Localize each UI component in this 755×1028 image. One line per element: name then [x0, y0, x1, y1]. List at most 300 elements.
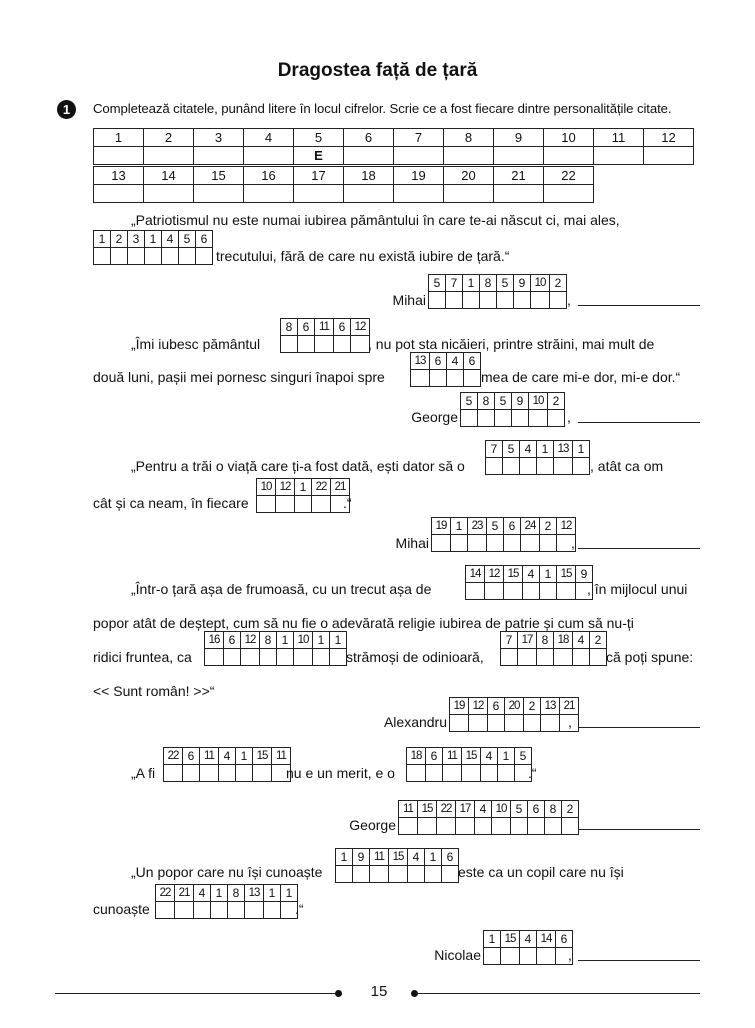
- letter-box[interactable]: [494, 409, 512, 427]
- code-number: 17: [517, 631, 537, 649]
- letter-box[interactable]: [497, 764, 515, 782]
- code-number: 5: [514, 747, 532, 765]
- letter-box[interactable]: [388, 865, 408, 883]
- key-letters-row-1: [94, 147, 694, 165]
- letter-box[interactable]: [496, 291, 514, 309]
- letter-box[interactable]: [210, 901, 228, 919]
- letter-box[interactable]: [500, 947, 520, 965]
- code-number: 2: [110, 230, 128, 248]
- letter-box[interactable]: [484, 582, 504, 600]
- key-number: 4: [244, 129, 294, 147]
- code-number: 12: [275, 478, 295, 496]
- letter-box[interactable]: [276, 648, 294, 666]
- letter-box[interactable]: [536, 457, 554, 475]
- letter-box[interactable]: [431, 534, 451, 552]
- quote-1-author-code[interactable]: [428, 274, 567, 309]
- letter-box[interactable]: [314, 335, 334, 353]
- code-number: 20: [504, 697, 524, 715]
- code-number: 6: [195, 230, 213, 248]
- quote-5-answer-line[interactable]: [578, 829, 700, 830]
- code-number: 9: [575, 565, 593, 583]
- code-number: 10: [293, 631, 313, 649]
- letter-box[interactable]: [333, 335, 351, 353]
- letter-box[interactable]: [504, 714, 524, 732]
- letter-box[interactable]: [244, 901, 264, 919]
- key-letter-cell[interactable]: [494, 147, 544, 165]
- letter-box[interactable]: [536, 648, 554, 666]
- letter-box[interactable]: [450, 534, 468, 552]
- key-number: 3: [194, 129, 244, 147]
- letter-box[interactable]: [479, 291, 497, 309]
- quote-5-code-word-1[interactable]: [163, 747, 291, 782]
- quote-3-code-word-1[interactable]: [485, 440, 590, 475]
- code-number: 18: [553, 631, 573, 649]
- key-number: 20: [444, 167, 494, 185]
- letter-box[interactable]: [465, 582, 485, 600]
- quote-1-text-cont: trecutului, fără de care nu există iubire de țară.“: [216, 248, 510, 264]
- code-number: 1: [424, 848, 442, 866]
- code-number: 16: [204, 631, 224, 649]
- letter-box[interactable]: [463, 369, 481, 387]
- page-number: 15: [370, 983, 388, 1000]
- code-number: 14: [465, 565, 485, 583]
- key-letter-cell[interactable]: [544, 185, 594, 203]
- letter-box[interactable]: [527, 817, 545, 835]
- code-number: 6: [429, 352, 447, 370]
- letter-box[interactable]: [311, 495, 331, 513]
- code-number: 1: [536, 440, 554, 458]
- key-number: 8: [444, 129, 494, 147]
- letter-box[interactable]: [503, 534, 521, 552]
- letter-box[interactable]: [144, 247, 162, 265]
- cipher-key-table-2: [93, 166, 594, 203]
- code-number: 8: [536, 631, 554, 649]
- code-number: 7: [485, 440, 503, 458]
- exercise-number-badge: 1: [57, 100, 76, 119]
- code-number: 22: [163, 747, 183, 765]
- letter-box[interactable]: [572, 648, 590, 666]
- letter-box[interactable]: [312, 648, 330, 666]
- key-letter-cell[interactable]: [544, 147, 594, 165]
- letter-box[interactable]: [446, 369, 464, 387]
- code-number: 5: [486, 517, 504, 535]
- letter-box[interactable]: [252, 764, 272, 782]
- code-number: 6: [503, 517, 521, 535]
- letter-box[interactable]: [474, 817, 492, 835]
- letter-box[interactable]: [539, 534, 557, 552]
- key-letter-cell[interactable]: [144, 185, 194, 203]
- key-letter-cell[interactable]: [194, 185, 244, 203]
- code-number: 21: [559, 697, 579, 715]
- letter-box[interactable]: [218, 764, 236, 782]
- code-number: 8: [227, 884, 245, 902]
- code-number: 5: [178, 230, 196, 248]
- letter-box[interactable]: [519, 457, 537, 475]
- code-number: 1: [235, 747, 253, 765]
- letter-box[interactable]: [556, 582, 576, 600]
- letter-box[interactable]: [519, 947, 537, 965]
- key-letter-cell[interactable]: [444, 147, 494, 165]
- letter-box[interactable]: [449, 714, 469, 732]
- code-number: 19: [431, 517, 451, 535]
- quote-6-text-end: .“: [295, 901, 304, 917]
- key-letter-cell[interactable]: [244, 147, 294, 165]
- letter-box[interactable]: [429, 369, 447, 387]
- letter-box[interactable]: [483, 947, 501, 965]
- code-number: 4: [161, 230, 179, 248]
- code-number: 8: [477, 392, 495, 410]
- letter-box[interactable]: [406, 764, 426, 782]
- letter-box[interactable]: [522, 582, 540, 600]
- code-number: 4: [519, 930, 537, 948]
- letter-box[interactable]: [161, 247, 179, 265]
- letter-box[interactable]: [329, 648, 347, 666]
- code-number: 21: [330, 478, 350, 496]
- letter-box[interactable]: [335, 865, 353, 883]
- letter-box[interactable]: [520, 534, 540, 552]
- quote-4-code-word-2[interactable]: [204, 631, 347, 666]
- letter-box[interactable]: [441, 865, 459, 883]
- code-number: 1: [144, 230, 162, 248]
- comma: ,: [571, 535, 575, 551]
- quote-2-code-word-2[interactable]: [410, 352, 481, 387]
- letter-box[interactable]: [510, 817, 528, 835]
- code-number: 1: [93, 230, 111, 248]
- letter-box[interactable]: [561, 817, 579, 835]
- footer-rule-left: [55, 993, 337, 994]
- code-number: 17: [455, 800, 475, 818]
- code-number: 9: [352, 848, 370, 866]
- key-number: 2: [144, 129, 194, 147]
- letter-box[interactable]: [163, 764, 183, 782]
- key-letter-cell[interactable]: [344, 185, 394, 203]
- code-number: 2: [523, 697, 541, 715]
- quote-3-author-code[interactable]: [431, 517, 576, 552]
- letter-box[interactable]: [178, 247, 196, 265]
- code-number: 6: [487, 697, 505, 715]
- code-number: 10: [491, 800, 511, 818]
- key-letter-cell[interactable]: E: [294, 147, 344, 165]
- quote-6-author-code[interactable]: [483, 930, 573, 965]
- letter-box[interactable]: [235, 764, 253, 782]
- key-number: 6: [344, 129, 394, 147]
- quote-4-code-word-1[interactable]: [465, 565, 593, 600]
- letter-box[interactable]: [536, 947, 556, 965]
- letter-box[interactable]: [240, 648, 260, 666]
- quote-4-author-code[interactable]: [449, 697, 579, 732]
- code-number: 1: [335, 848, 353, 866]
- letter-box[interactable]: [460, 409, 478, 427]
- code-number: 4: [572, 631, 590, 649]
- letter-box[interactable]: [442, 764, 462, 782]
- code-number: 2: [547, 392, 565, 410]
- quote-2-answer-line[interactable]: [578, 422, 700, 423]
- letter-box[interactable]: [294, 495, 312, 513]
- key-letter-cell[interactable]: [494, 185, 544, 203]
- quote-1-answer-line[interactable]: [578, 305, 700, 306]
- code-number: 4: [522, 565, 540, 583]
- letter-box[interactable]: [259, 648, 277, 666]
- key-number: 19: [394, 167, 444, 185]
- code-number: 8: [259, 631, 277, 649]
- code-number: 5: [460, 392, 478, 410]
- letter-box[interactable]: [127, 247, 145, 265]
- letter-box[interactable]: [352, 865, 370, 883]
- letter-box[interactable]: [445, 291, 463, 309]
- code-number: 6: [223, 631, 241, 649]
- code-number: 1: [312, 631, 330, 649]
- code-number: 1: [483, 930, 501, 948]
- letter-box[interactable]: [553, 648, 573, 666]
- letter-box[interactable]: [553, 457, 573, 475]
- code-number: 15: [500, 930, 520, 948]
- letter-box[interactable]: [517, 648, 537, 666]
- key-number: 11: [594, 129, 644, 147]
- code-number: 4: [519, 440, 537, 458]
- letter-box[interactable]: [491, 817, 511, 835]
- letter-box[interactable]: [195, 247, 213, 265]
- code-number: 14: [536, 930, 556, 948]
- page-title: Dragostea față de țară: [277, 60, 478, 81]
- key-number: 7: [394, 129, 444, 147]
- letter-box[interactable]: [174, 901, 194, 919]
- letter-box[interactable]: [539, 582, 557, 600]
- quote-5-text-end: .“: [528, 765, 537, 781]
- letter-box[interactable]: [223, 648, 241, 666]
- code-number: 1: [294, 478, 312, 496]
- letter-box[interactable]: [486, 534, 504, 552]
- letter-box[interactable]: [410, 369, 430, 387]
- letter-box[interactable]: [424, 865, 442, 883]
- letter-box[interactable]: [530, 291, 550, 309]
- key-letter-cell[interactable]: [594, 147, 644, 165]
- key-letter-cell[interactable]: [144, 147, 194, 165]
- letter-box[interactable]: [407, 865, 425, 883]
- key-number: 10: [544, 129, 594, 147]
- code-number: 11: [271, 747, 291, 765]
- quote-4-text-end: că poți spune:: [606, 649, 694, 665]
- quote-6-answer-line[interactable]: [578, 960, 700, 961]
- quote-5-author-code[interactable]: [398, 800, 579, 835]
- letter-box[interactable]: [155, 901, 175, 919]
- letter-box[interactable]: [468, 714, 488, 732]
- exercise-instruction: Completează citatele, punând litere în locul cifrelor. Scrie ce a fost fiecare dintre personalitățile citate.: [93, 101, 672, 116]
- quote-6-author: Nicolae: [434, 947, 481, 963]
- quote-6-code-word-1[interactable]: [335, 848, 459, 883]
- code-number: 19: [449, 697, 469, 715]
- code-number: 1: [462, 274, 480, 292]
- code-number: 11: [369, 848, 389, 866]
- letter-box[interactable]: [93, 247, 111, 265]
- quote-1-code-word[interactable]: [93, 230, 213, 265]
- code-number: 10: [256, 478, 276, 496]
- quote-2-author-code[interactable]: [460, 392, 565, 427]
- quote-4-code-word-3[interactable]: [500, 631, 607, 666]
- letter-box[interactable]: [547, 409, 565, 427]
- quote-4-text-line3: ridici fruntea, ca: [93, 649, 192, 665]
- quote-2-text-cont: , nu pot sta nicăieri, printre străini, mai mult de: [368, 336, 655, 352]
- key-letter-cell[interactable]: [394, 185, 444, 203]
- key-letter-cell[interactable]: [394, 147, 444, 165]
- letter-box[interactable]: [193, 901, 211, 919]
- quote-6-code-word-2[interactable]: [155, 884, 298, 919]
- key-number: 21: [494, 167, 544, 185]
- letter-box[interactable]: [275, 495, 295, 513]
- quote-3-code-word-2[interactable]: [256, 478, 350, 513]
- code-number: 12: [350, 318, 370, 336]
- letter-box[interactable]: [462, 291, 480, 309]
- comma: ,: [568, 947, 572, 963]
- key-number: 17: [294, 167, 344, 185]
- quote-3-author: Mihai: [395, 535, 429, 551]
- code-number: 15: [461, 747, 481, 765]
- letter-box[interactable]: [293, 648, 313, 666]
- code-number: 4: [446, 352, 464, 370]
- letter-box[interactable]: [513, 291, 531, 309]
- code-number: 4: [218, 747, 236, 765]
- code-number: 15: [252, 747, 272, 765]
- quote-6-text-line2: cunoaște: [93, 901, 150, 917]
- quote-3-answer-line[interactable]: [578, 548, 700, 549]
- code-number: 1: [497, 747, 515, 765]
- code-number: 18: [406, 747, 426, 765]
- code-number: 1: [276, 631, 294, 649]
- code-number: 7: [445, 274, 463, 292]
- letter-box[interactable]: [417, 817, 437, 835]
- letter-box[interactable]: [500, 648, 518, 666]
- letter-box[interactable]: [280, 335, 298, 353]
- letter-box[interactable]: [256, 495, 276, 513]
- quote-3-text-end: .“: [343, 495, 352, 511]
- letter-box[interactable]: [369, 865, 389, 883]
- letter-box[interactable]: [511, 409, 529, 427]
- key-letter-cell[interactable]: [94, 147, 144, 165]
- code-number: 13: [244, 884, 264, 902]
- quote-4-author: Alexandru: [383, 714, 447, 730]
- code-number: 1: [572, 440, 590, 458]
- code-number: 1: [280, 884, 298, 902]
- letter-box[interactable]: [461, 764, 481, 782]
- quote-2-code-word-1[interactable]: [280, 318, 370, 353]
- key-letter-cell[interactable]: [444, 185, 494, 203]
- code-number: 6: [463, 352, 481, 370]
- quote-1-text: „Patriotismul nu este numai iubirea pământului în care te-ai născut ci, mai ales,: [131, 212, 620, 228]
- code-number: 11: [199, 747, 219, 765]
- key-number: 5: [294, 129, 344, 147]
- quote-3-text: „Pentru a trăi o viață care ți-a fost dată, ești dator să o: [131, 458, 465, 474]
- letter-box[interactable]: [204, 648, 224, 666]
- key-number: 14: [144, 167, 194, 185]
- letter-box[interactable]: [477, 409, 495, 427]
- code-number: 13: [553, 440, 573, 458]
- quote-4-text-mid: strămoși de odinioară,: [346, 649, 484, 665]
- code-number: 2: [561, 800, 579, 818]
- key-letters-row-2: [94, 185, 594, 203]
- key-number: 12: [644, 129, 694, 147]
- code-number: 9: [511, 392, 529, 410]
- letter-box[interactable]: [428, 291, 446, 309]
- code-number: 5: [502, 440, 520, 458]
- code-number: 12: [556, 517, 576, 535]
- letter-box[interactable]: [297, 335, 315, 353]
- letter-box[interactable]: [589, 648, 607, 666]
- letter-box[interactable]: [502, 457, 520, 475]
- key-number: 1: [94, 129, 144, 147]
- code-number: 6: [555, 930, 573, 948]
- letter-box[interactable]: [455, 817, 475, 835]
- quote-4-text-line2: popor atât de deștept, cum să nu fie o adevărată religie iubirea de patrie și cum să nu-ți: [93, 615, 634, 631]
- quote-5-code-word-2[interactable]: [406, 747, 532, 782]
- letter-box[interactable]: [182, 764, 200, 782]
- letter-box[interactable]: [572, 457, 590, 475]
- key-number: 15: [194, 167, 244, 185]
- letter-box[interactable]: [487, 714, 505, 732]
- letter-box[interactable]: [350, 335, 370, 353]
- code-number: 24: [520, 517, 540, 535]
- letter-box[interactable]: [549, 291, 567, 309]
- code-number: 1: [263, 884, 281, 902]
- key-letter-cell[interactable]: [344, 147, 394, 165]
- letter-box[interactable]: [227, 901, 245, 919]
- key-letter-cell[interactable]: [294, 185, 344, 203]
- code-number: 8: [479, 274, 497, 292]
- letter-box[interactable]: [199, 764, 219, 782]
- key-letter-cell[interactable]: [194, 147, 244, 165]
- letter-box[interactable]: [467, 534, 487, 552]
- comma: ,: [567, 409, 571, 425]
- code-number: 4: [480, 747, 498, 765]
- key-number: 9: [494, 129, 544, 147]
- key-number: 16: [244, 167, 294, 185]
- quote-2-text-line2: două luni, pașii mei pornesc singuri înapoi spre: [93, 369, 385, 385]
- key-numbers-row-1: [94, 129, 694, 147]
- code-number: 1: [210, 884, 228, 902]
- letter-box[interactable]: [485, 457, 503, 475]
- code-number: 2: [589, 631, 607, 649]
- footer-dot-left: [335, 990, 342, 997]
- code-number: 6: [425, 747, 443, 765]
- key-letter-cell[interactable]: [244, 185, 294, 203]
- letter-box[interactable]: [436, 817, 456, 835]
- letter-box[interactable]: [398, 817, 418, 835]
- key-letter-cell[interactable]: [94, 185, 144, 203]
- key-letter-cell[interactable]: [644, 147, 694, 165]
- letter-box[interactable]: [480, 764, 498, 782]
- letter-box[interactable]: [425, 764, 443, 782]
- quote-3-text-line2: cât și ca neam, în fiecare: [93, 495, 249, 511]
- quote-5-text: „A fi: [131, 765, 156, 781]
- letter-box[interactable]: [544, 817, 562, 835]
- quote-4-text: „Într-o țară așa de frumoasă, cu un trecut așa de: [131, 581, 432, 597]
- code-number: 5: [494, 392, 512, 410]
- letter-box[interactable]: [528, 409, 548, 427]
- letter-box[interactable]: [263, 901, 281, 919]
- letter-box[interactable]: [503, 582, 523, 600]
- letter-box[interactable]: [540, 714, 560, 732]
- code-number: 13: [410, 352, 430, 370]
- letter-box[interactable]: [110, 247, 128, 265]
- letter-box[interactable]: [523, 714, 541, 732]
- quote-2-text: „Îmi iubesc pământul: [131, 336, 261, 352]
- code-number: 6: [333, 318, 351, 336]
- code-number: 4: [474, 800, 492, 818]
- quote-4-answer-line[interactable]: [578, 727, 700, 728]
- quote-1-author: Mihai: [392, 292, 426, 308]
- code-number: 1: [329, 631, 347, 649]
- key-number: 22: [544, 167, 594, 185]
- code-number: 5: [496, 274, 514, 292]
- code-number: 12: [484, 565, 504, 583]
